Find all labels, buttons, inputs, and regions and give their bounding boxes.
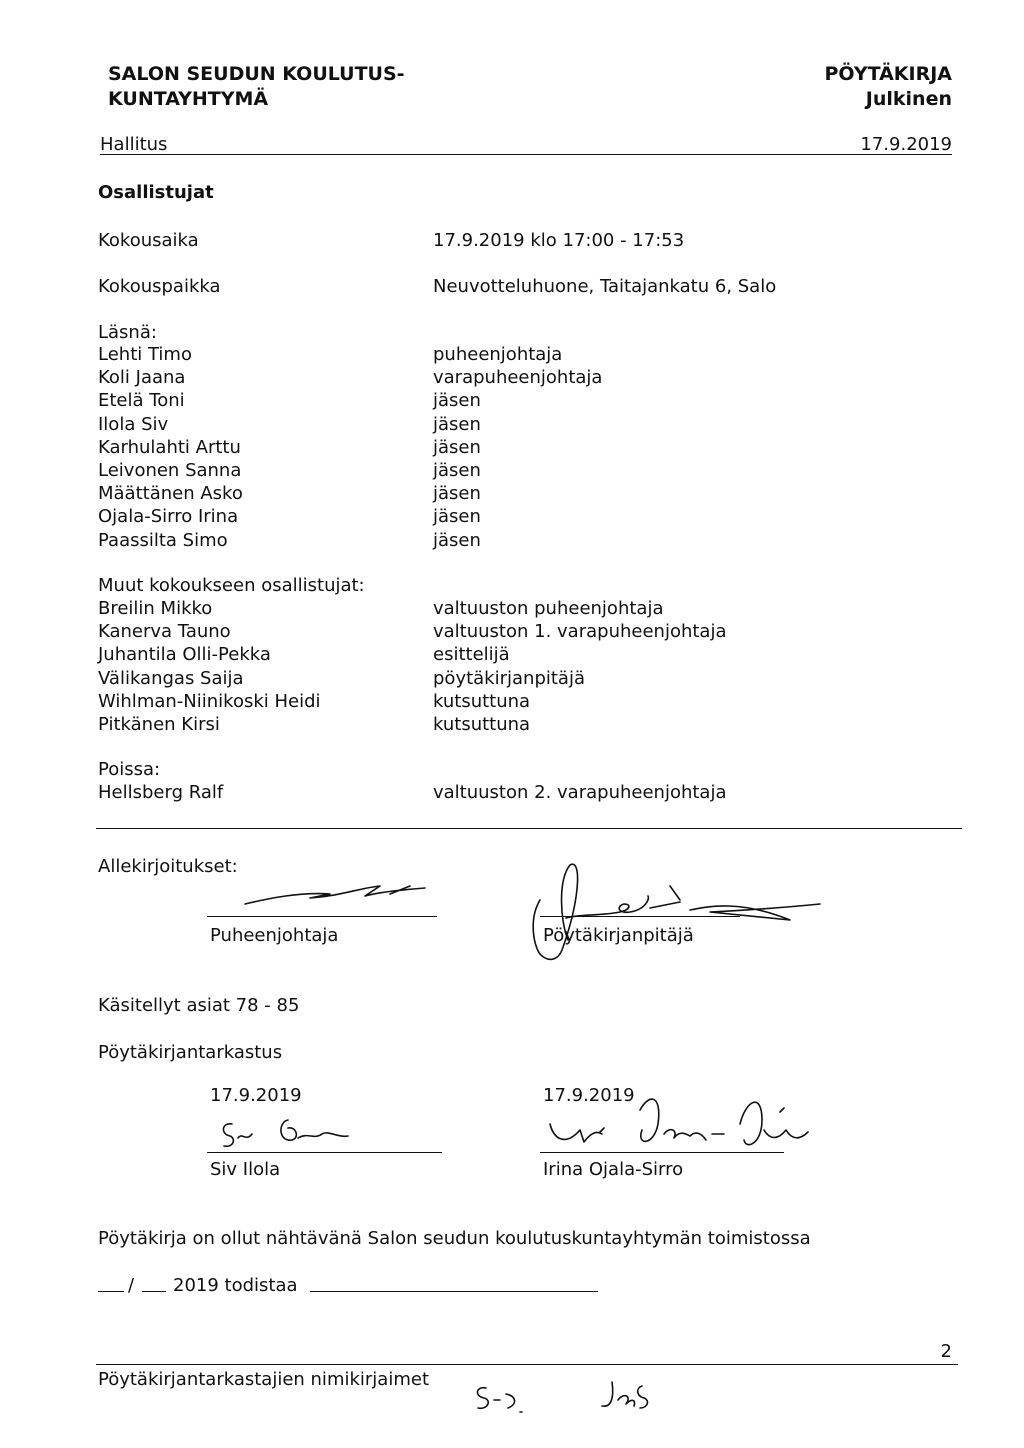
org-name-line1: SALON SEUDUN KOULUTUS- bbox=[108, 63, 405, 85]
member-role: jäsen bbox=[433, 506, 481, 528]
initials-mark bbox=[470, 1382, 540, 1418]
meeting-place-value: Neuvotteluhuone, Taitajankatu 6, Salo bbox=[433, 276, 777, 297]
others-roles bbox=[433, 597, 726, 736]
year-text: 2019 todistaa bbox=[173, 1275, 298, 1296]
participant-name: Wihlman-Niinikoski Heidi bbox=[98, 690, 321, 712]
absent-label: Poissa: bbox=[98, 759, 161, 780]
absent-name: Hellsberg Ralf bbox=[98, 782, 224, 803]
member-role: jäsen bbox=[433, 529, 481, 551]
reviewer-signature-line bbox=[540, 1152, 784, 1153]
member-name: Karhulahti Arttu bbox=[98, 436, 241, 458]
participant-name: Pitkänen Kirsi bbox=[98, 713, 220, 735]
body-name: Hallitus bbox=[100, 134, 168, 155]
member-role: puheenjohtaja bbox=[433, 344, 563, 365]
secretary-signature-line bbox=[540, 916, 740, 917]
participant-name: Välikangas Saija bbox=[98, 667, 244, 689]
meeting-time-label: Kokousaika bbox=[98, 230, 199, 251]
participant-role: valtuuston 1. varapuheenjohtaja bbox=[433, 621, 727, 643]
meeting-time-value: 17.9.2019 klo 17:00 - 17:53 bbox=[433, 230, 685, 251]
footer-divider bbox=[96, 1364, 958, 1365]
section-divider bbox=[96, 828, 962, 829]
participant-role: pöytäkirjanpitäjä bbox=[433, 667, 585, 689]
present-names bbox=[98, 343, 243, 552]
member-role: varapuheenjohtaja bbox=[433, 367, 603, 389]
participant-role: esittelijä bbox=[433, 644, 510, 666]
document-type: PÖYTÄKIRJA bbox=[824, 63, 952, 85]
member-name: Ilola Siv bbox=[98, 413, 169, 435]
participant-role: valtuuston puheenjohtaja bbox=[433, 598, 664, 619]
reviewer-signature bbox=[218, 1112, 358, 1152]
section-title: Osallistujat bbox=[98, 182, 214, 203]
others-names bbox=[98, 597, 321, 736]
member-name: Etelä Toni bbox=[98, 390, 185, 412]
participant-name: Kanerva Tauno bbox=[98, 621, 231, 643]
participant-role: kutsuttuna bbox=[433, 690, 531, 712]
header-divider bbox=[100, 154, 952, 155]
signatures-label: Allekirjoitukset: bbox=[98, 856, 238, 877]
member-role: jäsen bbox=[433, 390, 481, 412]
reviewer-name: Siv Ilola bbox=[210, 1159, 281, 1180]
org-name-line2: KUNTAYHTYMÄ bbox=[108, 88, 269, 110]
participant-name: Juhantila Olli-Pekka bbox=[98, 644, 271, 666]
meeting-place-label: Kokouspaikka bbox=[98, 276, 221, 297]
display-statement: Pöytäkirja on ollut nähtävänä Salon seudun koulutuskuntayhtymän toimistossa bbox=[98, 1228, 811, 1249]
date-separator: / bbox=[128, 1275, 135, 1296]
member-name: Koli Jaana bbox=[98, 367, 186, 389]
classification: Julkinen bbox=[865, 88, 952, 110]
chair-caption: Puheenjohtaja bbox=[210, 925, 339, 946]
member-name: Leivonen Sanna bbox=[98, 459, 242, 481]
member-name: Paassilta Simo bbox=[98, 529, 228, 551]
initials-mark bbox=[598, 1378, 658, 1414]
reviewer-date: 17.9.2019 bbox=[543, 1085, 635, 1106]
secretary-signature bbox=[520, 860, 840, 970]
reviewer-name: Irina Ojala-Sirro bbox=[543, 1159, 684, 1180]
participant-role: kutsuttuna bbox=[433, 713, 531, 735]
member-role: jäsen bbox=[433, 413, 481, 435]
header-date: 17.9.2019 bbox=[860, 134, 952, 155]
chair-signature-line bbox=[207, 916, 437, 917]
day-blank bbox=[98, 1291, 124, 1292]
member-name: Määttänen Asko bbox=[98, 483, 243, 505]
secretary-caption: Pöytäkirjanpitäjä bbox=[543, 925, 694, 946]
month-blank bbox=[142, 1291, 166, 1292]
present-roles bbox=[433, 343, 602, 552]
member-name: Ojala-Sirro Irina bbox=[98, 506, 239, 528]
others-label: Muut kokoukseen osallistujat: bbox=[98, 575, 365, 596]
page-number: 2 bbox=[940, 1341, 952, 1362]
absent-role: valtuuston 2. varapuheenjohtaja bbox=[433, 782, 727, 803]
chair-signature bbox=[240, 880, 440, 920]
member-role: jäsen bbox=[433, 459, 481, 481]
reviewer-date: 17.9.2019 bbox=[210, 1085, 302, 1106]
member-name: Lehti Timo bbox=[98, 344, 192, 365]
initials-label: Pöytäkirjantarkastajien nimikirjaimet bbox=[98, 1369, 429, 1390]
handled-items: Käsitellyt asiat 78 - 85 bbox=[98, 995, 300, 1016]
review-label: Pöytäkirjantarkastus bbox=[98, 1042, 283, 1063]
reviewer-signature-line bbox=[207, 1152, 442, 1153]
member-role: jäsen bbox=[433, 436, 481, 458]
present-label: Läsnä: bbox=[98, 322, 157, 343]
participant-name: Breilin Mikko bbox=[98, 598, 213, 619]
member-role: jäsen bbox=[433, 483, 481, 505]
reviewer-signature bbox=[540, 1090, 830, 1160]
witness-blank bbox=[310, 1291, 598, 1292]
